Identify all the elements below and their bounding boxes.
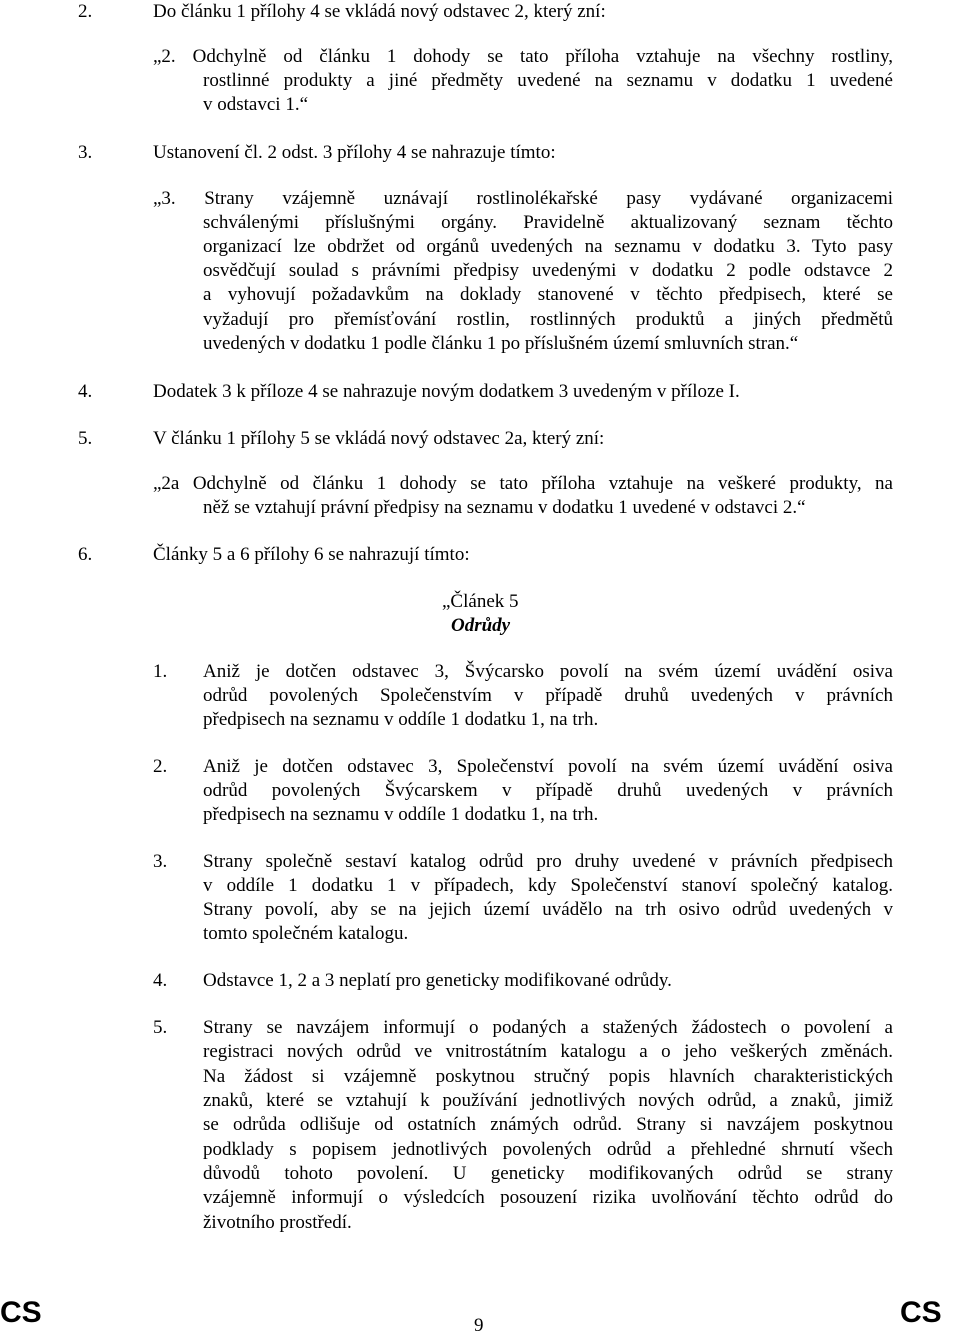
footer-language-right: CS	[900, 1296, 942, 1329]
item-2-quote-line: rostlinné produkty a jiné předměty uvedené na seznamu v dodatku 1 uvedené	[203, 70, 893, 91]
paragraph-5-number: 5.	[153, 1017, 168, 1038]
paragraph-5-line: vzájemně informují o výsledcích posouzení rizika uvolňování těchto odrůd do	[203, 1187, 893, 1208]
paragraph-5-line: Na žádost si vzájemně poskytnou stručný popis hlavních charakteristických	[203, 1066, 893, 1087]
item-3-quote-line: osvědčují soulad s právními předpisy uvedenými v dodatku 2 podle odstavce 2	[203, 260, 893, 281]
item-2-text: Do článku 1 přílohy 4 se vkládá nový odstavec 2, který zní:	[153, 1, 606, 22]
paragraph-4-number: 4.	[153, 970, 168, 991]
paragraph-5-line: znaků, které se vztahují k používání jednotlivých nových odrůd, a znaků, jimiž	[203, 1090, 893, 1111]
item-3-quote-line: a vyhovují požadavkům na doklady stanovené v těchto předpisech, které se	[203, 284, 893, 305]
paragraph-3-line: v oddíle 1 dodatku 1 v případech, kdy Společenství stanoví společný katalog.	[203, 875, 893, 896]
paragraph-5-line: Strany se navzájem informují o podaných a stažených žádostech o povolení a	[203, 1017, 893, 1038]
item-5-text: V článku 1 přílohy 5 se vkládá nový odstavec 2a, který zní:	[153, 428, 605, 449]
item-3-number: 3.	[78, 142, 93, 163]
item-3-quote-line: schválenými příslušnými orgány. Pravidelně aktualizovaný seznam těchto	[203, 212, 893, 233]
item-3-quote-line: vyžadují pro přemísťování rostlin, rostlinných produktů a jiných předmětů	[203, 309, 893, 330]
item-2-number: 2.	[78, 1, 93, 22]
paragraph-3-line: tomto společném katalogu.	[203, 923, 409, 944]
paragraph-5-line: životního prostředí.	[203, 1212, 352, 1233]
item-2-quote-line: v odstavci 1.“	[203, 94, 309, 115]
paragraph-3-line: Strany povolí, aby se na jejich území uvádělo na trh osivo odrůd uvedených v	[203, 899, 893, 920]
item-6-number: 6.	[78, 544, 93, 565]
item-2-quote-line: „2. Odchylně od článku 1 dohody se tato příloha vztahuje na všechny rostliny,	[153, 46, 893, 67]
item-5-number: 5.	[78, 428, 93, 449]
page-number: 9	[474, 1315, 484, 1336]
paragraph-2-number: 2.	[153, 756, 168, 777]
footer-language-left: CS	[0, 1296, 42, 1329]
paragraph-2-line: předpisech na seznamu v oddíle 1 dodatku 1, na trh.	[203, 804, 599, 825]
item-3-text: Ustanovení čl. 2 odst. 3 přílohy 4 se nahrazuje tímto:	[153, 142, 556, 163]
item-6-text: Články 5 a 6 přílohy 6 se nahrazují tímto:	[153, 544, 470, 565]
paragraph-5-line: důvodů tohoto povolení. U geneticky modifikovaných odrůd se strany	[203, 1163, 893, 1184]
article-heading: „Článek 5	[442, 591, 519, 612]
item-5-quote-line: „2a Odchylně od článku 1 dohody se tato příloha vztahuje na veškeré produkty, na	[153, 473, 893, 494]
paragraph-5-line: podklady s popisem jednotlivých povolených odrůd a přehledné shrnutí všech	[203, 1139, 893, 1160]
paragraph-3-line: Strany společně sestaví katalog odrůd pro druhy uvedené v právních předpisech	[203, 851, 893, 872]
item-4-text: Dodatek 3 k příloze 4 se nahrazuje novým dodatkem 3 uvedeným v příloze I.	[153, 381, 740, 402]
item-3-quote-line: organizací lze obdržet od orgánů uvedených na seznamu v dodatku 3. Tyto pasy	[203, 236, 893, 257]
paragraph-5-line: registraci nových odrůd ve vnitrostátním katalogu a o jeho veškerých změnách.	[203, 1041, 893, 1062]
item-4-number: 4.	[78, 381, 93, 402]
article-title: Odrůdy	[451, 615, 511, 636]
paragraph-1-line: Aniž je dotčen odstavec 3, Švýcarsko povolí na svém území uvádění osiva	[203, 661, 893, 682]
paragraph-2-line: Aniž je dotčen odstavec 3, Společenství povolí na svém území uvádění osiva	[203, 756, 893, 777]
paragraph-1-line: předpisech na seznamu v oddíle 1 dodatku 1, na trh.	[203, 709, 599, 730]
item-3-quote-line: uvedených v dodatku 1 podle článku 1 po příslušném území smluvních stran.“	[203, 333, 799, 354]
paragraph-3-number: 3.	[153, 851, 168, 872]
item-5-quote-line: něž se vztahují právní předpisy na seznamu v dodatku 1 uvedené v odstavci 2.“	[203, 497, 806, 518]
paragraph-4-line: Odstavce 1, 2 a 3 neplatí pro geneticky modifikované odrůdy.	[203, 970, 672, 991]
paragraph-5-line: se odrůda odlišuje od ostatních známých odrůd. Strany si navzájem poskytnou	[203, 1114, 893, 1135]
paragraph-2-line: odrůd povolených Švýcarskem v případě druhů uvedených v právních	[203, 780, 893, 801]
item-3-quote-line: „3. Strany vzájemně uznávají rostlinolékařské pasy vydávané organizacemi	[153, 188, 893, 209]
paragraph-1-line: odrůd povolených Společenstvím v případě druhů uvedených v právních	[203, 685, 893, 706]
paragraph-1-number: 1.	[153, 661, 168, 682]
